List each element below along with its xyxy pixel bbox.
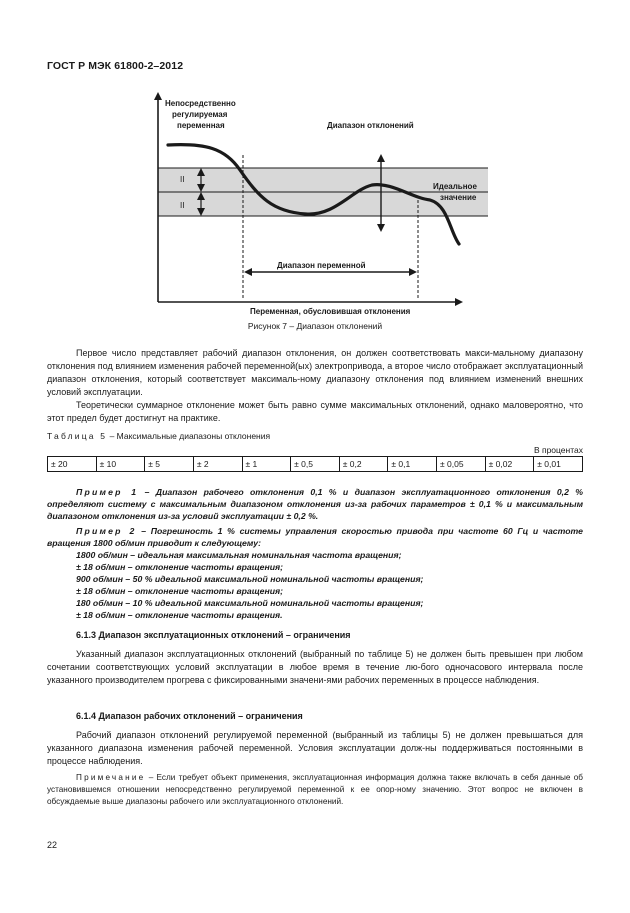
controlled-variable-label-3: переменная bbox=[177, 121, 225, 130]
table-units: В процентах bbox=[533, 445, 583, 455]
note-prefix: Примечание bbox=[76, 773, 146, 782]
lower-tolerance-tick: II bbox=[180, 201, 185, 210]
table-row bbox=[48, 457, 583, 472]
variable-range-label: Диапазон переменной bbox=[277, 261, 366, 270]
table-cell: ± 2 bbox=[193, 457, 242, 472]
ideal-value-label-1: Идеальное bbox=[433, 182, 477, 191]
example-2-line: ± 18 об/мин – отклонение частоты вращения; bbox=[76, 562, 284, 572]
x-axis-label: Переменная, обусловившая отклонения bbox=[250, 307, 411, 316]
table-cell: ± 10 bbox=[96, 457, 145, 472]
example-1-text: – Диапазон рабочего отклонения 0,1 % и диапазон эксплуатационного отклонения 0,2 % определяют систему с максимальным диапазоном отклонения из-за рабочих параметров ± 0,1 % и максимальным диапазоном отклонения из-за условий эксплуатации ± 0,2 %. bbox=[47, 487, 583, 521]
table-cell: ± 1 bbox=[242, 457, 291, 472]
page-number: 22 bbox=[47, 840, 58, 850]
table-number: Таблица 5 bbox=[47, 431, 108, 441]
paragraph-2: Теоретически суммарное отклонение может быть равно сумме максимальных отклонений, однако маловероятно, что этот предел будет достигнут на практике. bbox=[47, 400, 583, 423]
table-cell: ± 5 bbox=[145, 457, 194, 472]
controlled-variable-label-2: регулируемая bbox=[172, 110, 228, 119]
example-2-intro bbox=[47, 525, 583, 549]
controlled-variable-label-1: Непосредственно bbox=[165, 99, 236, 108]
table-cell: ± 0,01 bbox=[534, 457, 583, 472]
deviation-ranges-table bbox=[47, 456, 583, 472]
upper-tolerance-tick: II bbox=[180, 175, 185, 184]
section-6-1-4-heading: 6.1.4 Диапазон рабочих отклонений – ограничения bbox=[76, 711, 303, 721]
document-header: ГОСТ Р МЭК 61800-2–2012 bbox=[47, 60, 184, 72]
example-2-line: ± 18 об/мин – отклонение частоты вращения. bbox=[76, 610, 283, 620]
example-2-line: 900 об/мин – 50 % идеальной максимальной номинальной частоты вращения; bbox=[76, 574, 424, 584]
example-2-prefix: Пример 2 bbox=[76, 526, 137, 536]
example-2-line: ± 18 об/мин – отклонение частоты вращения; bbox=[76, 586, 284, 596]
table-cell: ± 0,05 bbox=[437, 457, 486, 472]
example-2-line: 180 об/мин – 10 % идеальной максимальной номинальной частоты вращения; bbox=[76, 598, 424, 608]
table-cell: ± 0,2 bbox=[339, 457, 388, 472]
figure-caption: Рисунок 7 – Диапазон отклонений bbox=[247, 321, 383, 331]
table-cell: ± 0,1 bbox=[388, 457, 437, 472]
table-title-text: – Максимальные диапазоны отклонения bbox=[107, 431, 271, 441]
table-title bbox=[47, 431, 270, 441]
table-cell: ± 0,02 bbox=[485, 457, 534, 472]
section-6-1-4-text: Рабочий диапазон отклонений регулируемой переменной (выбранный из таблицы 5) не должен превышаться для указанного диапазона изменения рабочей переменной. Условия эксплуатации долж-ны поддерживаться постоянными в процессе наблюдения. bbox=[47, 730, 583, 766]
example-1-prefix: Пример 1 bbox=[76, 487, 139, 497]
table-cell: ± 20 bbox=[48, 457, 97, 472]
deviation-range-label: Диапазон отклонений bbox=[327, 121, 414, 130]
table-cell: ± 0,5 bbox=[291, 457, 340, 472]
ideal-value-label-2: значение bbox=[440, 193, 477, 202]
note bbox=[47, 772, 583, 808]
deviation-range-figure bbox=[0, 0, 630, 340]
section-6-1-3-heading: 6.1.3 Диапазон эксплуатационных отклонений – ограничения bbox=[76, 630, 351, 640]
paragraph-1: Первое число представляет рабочий диапазон отклонения, он должен соответствовать макси-мальному диапазону отклонения под влиянием изменения рабочей переменной(ых) электропривода, а второе число отображает эксплуатационный диапазон отклонения, который соответствует максималь-ному диапазону отклонения под влиянием изменений внешних условий эксплуатации. bbox=[47, 348, 583, 397]
section-6-1-3-text: Указанный диапазон эксплуатационных отклонений (выбранный по таблице 5) не должен быть превышен при любом сочетании соответствующих условий эксплуатации в любое время в течение лю-бого одночасового интервала после указанного производителем прогрева с фиксированными значени-ями рабочих переменных в процессе наблюдения. bbox=[47, 649, 583, 685]
example-2-text: – Погрешность 1 % системы управления скоростью привода при частоте 60 Гц и частоте вращения 1800 об/мин приводит к следующему: bbox=[47, 526, 583, 548]
example-1 bbox=[47, 486, 583, 522]
example-2-line: 1800 об/мин – идеальная максимальная номинальная частота вращения; bbox=[76, 550, 402, 560]
example-2 bbox=[47, 525, 583, 621]
note-text: – Если требует объект применения, эксплуатационная информация должна также включать в себя данные об установившемся отношении непосредственно регулируемой переменной к ее опор-ному значению. Этот вопрос не включен в обсуждаемые выше диапазоны рабочего или эксплуатационного отклонений. bbox=[47, 773, 583, 806]
